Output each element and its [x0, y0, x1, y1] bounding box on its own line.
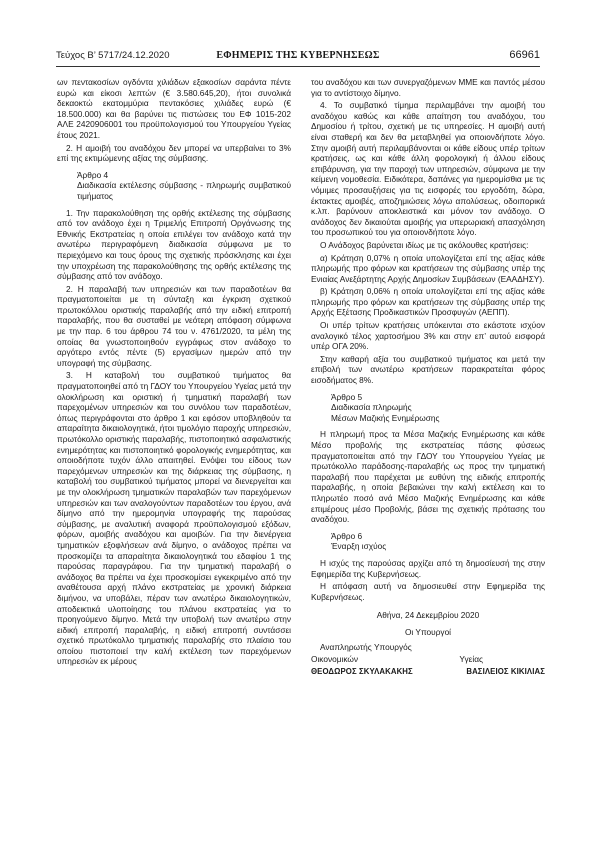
- article-title: Διαδικασία πληρωμής: [331, 402, 412, 413]
- paragraph: του αναδόχου και των συνεργαζόμενων ΜΜΕ και παντός μέσου για το αντίστοιχο δίμηνο.: [311, 77, 545, 98]
- ministers-label: Οι Υπουργοί: [404, 626, 452, 637]
- paragraph: Στην καθαρή αξία του συμβατικού τιμήματος και μετά την επιβολή των ανωτέρω κρατήσεων παρακρατείται φόρος εισοδήματος 8%.: [311, 353, 545, 386]
- right-column: [311, 77, 545, 677]
- minister1-role-line1: Αναπληρωτής Υπουργός: [320, 641, 412, 652]
- article-title: Έναρξη ισχύος: [331, 541, 387, 552]
- minister2-role: Υγείας: [459, 654, 483, 665]
- article-number: Άρθρο 6: [331, 530, 363, 541]
- article-number: Άρθρο 4: [77, 169, 109, 180]
- article-title: Μέσων Μαζικής Ενημέρωσης: [331, 412, 440, 423]
- left-column: [57, 77, 291, 669]
- paragraph: β) Κράτηση 0,06% η οποία υπολογίζεται επί της αξίας κάθε πληρωμής προ φόρων και κρατήσεων της σύμβασης υπέρ της Αρχής Εξέτασης Προδικαστικών Προσφυγών (ΑΕΠΠ).: [311, 286, 545, 318]
- paragraph: Η ισχύς της παρούσας αρχίζει από τη δημοσίευσή της στην Εφημερίδα της Κυβερνήσεως.: [311, 557, 545, 579]
- page-number: 66961: [509, 49, 540, 61]
- minister2-name: ΒΑΣΙΛΕΙΟΣ ΚΙΚΙΛΙΑΣ: [466, 666, 545, 676]
- paragraph: Ο Ανάδοχος βαρύνεται ιδίως με τις ακόλουθες κρατήσεις:: [320, 239, 529, 250]
- page-header: [56, 50, 540, 66]
- paragraph: 1. Την παρακολούθηση της ορθής εκτέλεσης της σύμβασης από τον ανάδοχο έχει η Τριμελής Επιτροπή Οργάνωσης της Εθνικής Εκστρατείας η οποία επιλέγει τον ανάδοχο κατά την ανωτέρω περιγραφόμενη διαδικασία σύμφωνα με το περιεχόμενο και τους όρους της σχετικής πρόσκλησης και έχει την υποχρέωση της παρακολούθησης της ορθής εκτέλεσης της σύμβασης από τον ανάδοχο.: [57, 207, 291, 282]
- minister-names-row: [311, 667, 545, 678]
- paragraph: Η πληρωμή προς τα Μέσα Μαζικής Ενημέρωσης και κάθε Μέσο προβολής της εκστρατείας πάσης φύσεως πραγματοποιείται από την ΓΔΟΥ του Υπουργείου Υγείας με πρωτόκολλο παράδοσης-παραλαβής ως προς την τμηματική παραλαβή που παρέχεται με ευθύνη της ειδικής επιτροπής παραλαβής, η οποία βεβαιώνει την καλή εκτέλεση και το πληρωτέο ποσό ανά Μέσο Μαζικής Ενημέρωσης και κάθε επιμέρους μέσο Προβολής, βάσει της σχετικής πρότασης του αναδόχου.: [311, 429, 545, 525]
- article-title: Διαδικασία εκτέλεσης σύμβασης - πληρωμής συμβατικού τιμήματος: [77, 180, 291, 201]
- paragraph: 3. Η καταβολή του συμβατικού τιμήματος θα πραγματοποιηθεί από τη ΓΔΟΥ του Υπουργείου Υγείας μετά την ολοκλήρωση και οριστική ή τμηματική παραλαβή των παρεχομένων υπηρεσιών και του συνόλου των παραδοτέων, όπως περιγράφονται στο άρθρο 1 και εφόσον υποβληθούν τα απαραίτητα δικαιολογητικά, ήτοι τιμολόγιο παροχής υπηρεσιών, πρωτόκολλο οριστικής παραλαβής, πιστοποιητικό ασφαλιστικής ενημερότητας και πιστοποιητικό φορολογικής ενημερότητας, και οποιοδήποτε τυχόν άλλο απαιτηθεί. Ενόψει του είδους των παρεχόμενων υπηρεσιών και της διάρκειας της σύμβασης, η καταβολή του συμβατικού τιμήματος μπορεί να διενεργείται και με την ολοκλήρωση τμηματικών παραλαβών των παρεχόμενων υπηρεσιών και των αναλογούντων παραδοτέων του έργου, ανά δίμηνο από την ημερομηνία υπογραφής της παρούσας σύμβασης, με αναλυτική αναφορά προϋπολογισμού εξόδων, φόρων, αμοιβής αναδόχου και αμοιβών. Για την διενέργεια τμηματικών εξοφλήσεων ανά δίμηνο, ο ανάδοχος πρέπει να προσκομίζει τα απαραίτητα δικαιολογητικά του εδαφίου 1 της παρούσας παραγράφου. Για την τμηματική παραλαβή ο ανάδοχος θα πρέπει να έχει προσκομίσει εγκεκριμένο από την αναθέτουσα αρχή πλάνο εκστρατείας με χρονική διάρκεια διμήνου, να υποβάλει, πέραν των ανωτέρω δικαιολογητικών, αποδεικτικά υλοποίησης του πλάνου εκστρατείας για το προηγούμενο δίμηνο. Μετά την υποβολή των ανωτέρω στην ειδική επιτροπή παραλαβής, η ειδική επιτροπή συντάσσει σχετικό πρωτόκολλο τμηματικής παραλαβής στο πλαίσιο του οποίου πιστοποιεί την καλή εκτέλεση των παρεχόμενων υπηρεσιών εκ μέρους: [57, 370, 291, 667]
- paragraph: ων πεντακοσίων ογδόντα χιλιάδων εξακοσίων σαράντα πέντε ευρώ και είκοσι λεπτών (€ 3.580.645,20), ήτοι συνολικά δεκαοκτώ εκατομμύρια πεντακόσιες χιλιάδες ευρώ (€ 18.500.000) και θα βαρύνει τις πιστώσεις του ΕΦ 1015-202 ΑΛΕ 2420906001 του προϋπολογισμού του Υπουργείου Υγείας έτους 2021.: [57, 77, 291, 140]
- paragraph: 2. Η αμοιβή του αναδόχου δεν μπορεί να υπερβαίνει το 3% επί της εκτιμώμενης αξίας της σύμβασης.: [57, 142, 291, 164]
- paragraph: Οι υπέρ τρίτων κρατήσεις υπόκεινται στο εκάστοτε ισχύον αναλογικό τέλος χαρτοσήμου 3% και στην επ’ αυτού εισφορά υπέρ ΟΓΑ 20%.: [311, 320, 545, 352]
- issue-reference: Τεύχος B’ 5717/24.12.2020: [56, 50, 170, 61]
- paragraph: α) Κράτηση 0,07% η οποία υπολογίζεται επί της αξίας κάθε πληρωμής προ φόρων και κρατήσεων της σύμβασης υπέρ της Ενιαίας Ανεξάρτητης Αρχής Δημοσίων Συμβάσεων (ΕΑΑΔΗΣΥ).: [311, 252, 545, 284]
- paragraph: 4. Το συμβατικό τίμημα περιλαμβάνει την αμοιβή του αναδόχου καθώς και κάθε απαίτηση του αναδόχου, του Δημοσίου ή τρίτου, σχετική με τις υπηρεσίες. Η αμοιβή αυτή είναι σταθερή και δεν θα μεταβληθεί για οποιονδήποτε λόγο. Στην αμοιβή αυτή περιλαμβάνονται οι κάθε είδους υπέρ τρίτων κρατήσεις, ως και κάθε άλλη φορολογική ή άλλου είδους επιβάρυνση, για την παροχή των υπηρεσιών, σύμφωνα με την κείμενη νομοθεσία. Ειδικότερα, δαπάνες για ημερομίσθια με τις νόμιμες προσαυξήσεις για τις εισφορές του εργοδότη, δώρα, έκτακτες αμοιβές, αποζημιώσεις λόγω απολύσεως, οδοιπορικά κ.λπ. βαρύνουν αποκλειστικά και μόνον τον ανάδοχο. Ο ανάδοχος δεν δικαιούται αμοιβής για υπερωριακή απασχόληση του προσωπικού του για οποιονδήποτε λόγο.: [311, 100, 545, 238]
- header-rule: [56, 66, 540, 67]
- paragraph: Η απόφαση αυτή να δημοσιευθεί στην Εφημερίδα της Κυβερνήσεως.: [311, 581, 545, 602]
- minister1-name: ΘΕΟΔΩΡΟΣ ΣΚΥΛΑΚΑΚΗΣ: [311, 666, 413, 676]
- minister-roles-row: [311, 654, 545, 665]
- minister1-role-line2: Οικονομικών: [311, 654, 359, 665]
- date-place: Αθήνα, 24 Δεκεμβρίου 2020: [376, 610, 480, 621]
- signature-block: [311, 642, 545, 678]
- paragraph: 2. Η παραλαβή των υπηρεσιών και των παραδοτέων θα πραγματοποιείται με τη σύνταξη και έγκριση σχετικού πρωτοκόλλου οριστικής παραλαβής από την ειδική επιτροπή παραλαβής, που θα συσταθεί με νεότερη απόφαση σύμφωνα με την παρ. 6 του άρθρου 74 του ν. 4761/2020, τα μέλη της οποίας θα γνωστοποιηθούν εγγράφως στον ανάδοχο το αργότερο εντός πέντε (5) εργασίμων ημερών από την υπογραφή της σύμβασης.: [57, 283, 291, 368]
- article-number: Άρθρο 5: [331, 391, 363, 402]
- gazette-title: ΕΦΗΜΕΡΙΣ ΤΗΣ ΚΥΒΕΡΝΗΣΕΩΣ: [216, 50, 380, 61]
